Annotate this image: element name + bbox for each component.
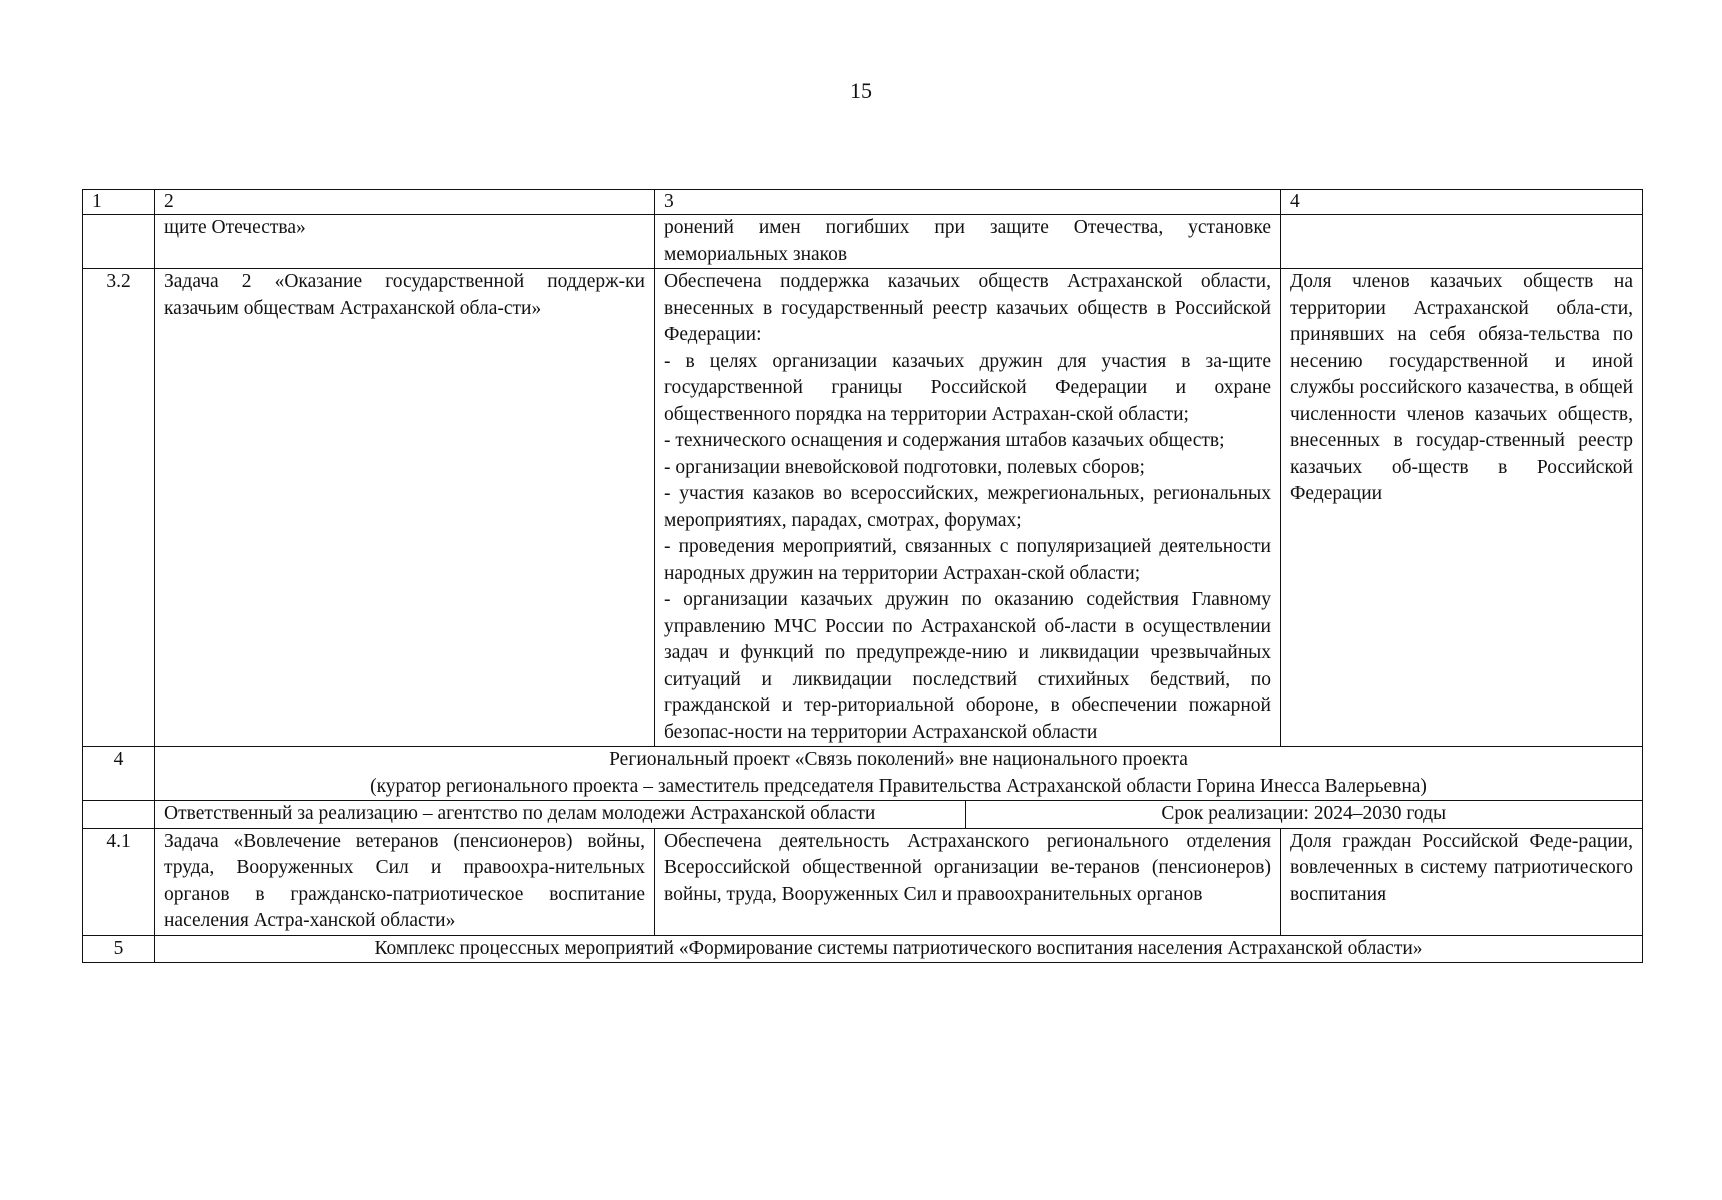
result-cell: ронений имен погибших при защите Отечества, установке мемориальных знаков [655, 215, 1281, 269]
table-row-continuation [83, 215, 1643, 269]
row-number [83, 801, 155, 829]
project-curator: (куратор регионального проекта – заместитель председателя Правительства Астраханской области Горина Инесса Валерьевна) [370, 775, 1427, 797]
task-cell: Задача «Вовлечение ветеранов (пенсионеров) войны, труда, Вооруженных Сил и правоохра-нительных органов в гражданско-патриотическое воспитание населения Астра-ханской области» [155, 828, 655, 935]
result-paragraph: - организации казачьих дружин по оказанию содействия Главному управлению МЧС России по Астраханской об-ласти в осуществлении задач и функций по предупрежде-нию и ликвидации чрезвычайных ситуаций и ликвидации последствий стихийных бедствий, по гражданской и тер-риториальной обороне, в обеспечении пожарной безопас-ности на территории Астраханской области [664, 589, 1271, 743]
header-col-2: 2 [155, 190, 655, 215]
task-cell: щите Отечества» [155, 215, 655, 269]
result-cell: Обеспечена деятельность Астраханского регионального отделения Всероссийской общественной организации ве-теранов (пенсионеров) войны, труда, Вооруженных Сил и правоохранительных органов [655, 828, 1281, 935]
row-number: 4 [83, 747, 155, 801]
responsible-term-split [155, 801, 1642, 828]
complex-title-cell: Комплекс процессных мероприятий «Формирование системы патриотического воспитания населения Астраханской области» [155, 935, 1643, 963]
header-col-1: 1 [83, 190, 155, 215]
responsible-term-cell [155, 801, 1643, 829]
program-table [82, 189, 1643, 963]
indicator-cell: Доля граждан Российской Феде-рации, вовлеченных в систему патриотического воспитания [1281, 828, 1643, 935]
table-row-3-2 [83, 269, 1643, 747]
result-paragraph: Обеспечена поддержка казачьих обществ Астраханской области, внесенных в государственный реестр казачьих обществ в Российской Федерации: [664, 271, 1271, 345]
result-paragraph: - проведения мероприятий, связанных с популяризацией деятельности народных дружин на территории Астрахан-ской области; [664, 536, 1271, 584]
table-row-4 [83, 747, 1643, 801]
row-number: 4.1 [83, 828, 155, 935]
result-paragraph: - технического оснащения и содержания штабов казачьих обществ; [664, 430, 1225, 451]
page-number: 15 [850, 78, 872, 103]
row-number: 5 [83, 935, 155, 963]
table-row-4-responsible [83, 801, 1643, 829]
result-paragraph: - организации вневойсковой подготовки, полевых сборов; [664, 456, 1145, 478]
responsible-agency: Ответственный за реализацию – агентство по делам молодежи Астраханской области [164, 803, 876, 824]
result-cell [655, 269, 1281, 747]
project-title: Региональный проект «Связь поколений» вне национального проекта [609, 749, 1188, 770]
table-row-4-1 [83, 828, 1643, 935]
result-paragraph: - участия казаков во всероссийских, межрегиональных, региональных мероприятиях, парадах, смотрах, форумах; [664, 483, 1271, 531]
result-paragraph: - в целях организации казачьих дружин для участия в за-щите государственной границы Российской Федерации и охране общественного порядка на территории Астрахан-ской области; [664, 350, 1271, 425]
header-col-4: 4 [1281, 190, 1643, 215]
implementation-term: Срок реализации: 2024–2030 годы [965, 801, 1642, 828]
header-col-3: 3 [655, 190, 1281, 215]
table-row-5 [83, 935, 1643, 963]
indicator-cell: Доля членов казачьих обществ на территории Астраханской обла-сти, принявших на себя обяза-тельства по несению государственной и иной службы российского казачества, в общей численности членов казачьих обществ, внесенных в государ-ственный реестр казачьих об-ществ в Российской Федерации [1281, 269, 1643, 747]
indicator-cell [1281, 215, 1643, 269]
project-title-cell [155, 747, 1643, 801]
row-number: 3.2 [83, 269, 155, 747]
row-number [83, 215, 155, 269]
task-cell: Задача 2 «Оказание государственной поддерж-ки казачьим обществам Астраханской обла-сти» [155, 269, 655, 747]
table-header-row [83, 190, 1643, 215]
